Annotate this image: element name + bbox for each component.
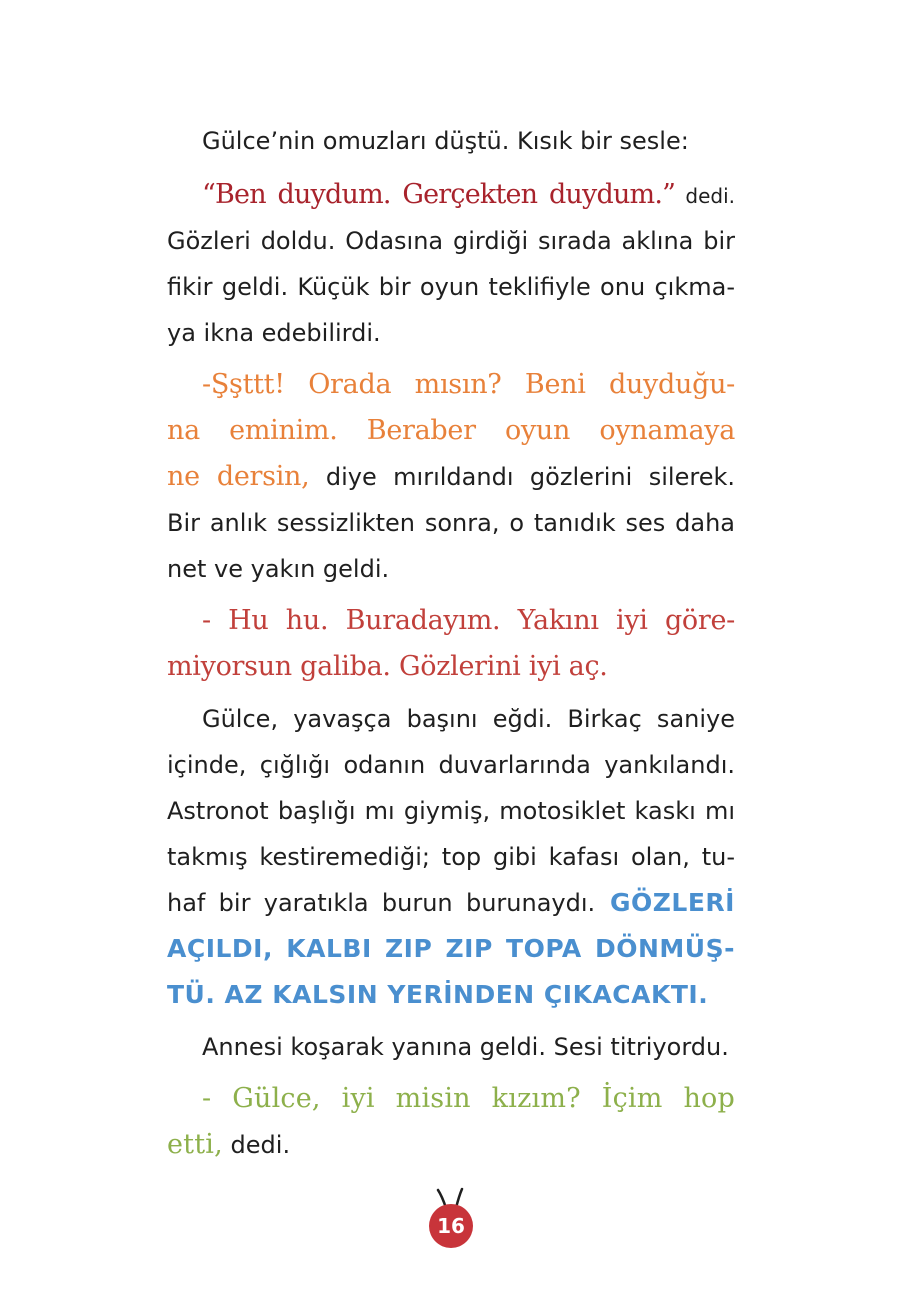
- text-span: Bir anlık sessizlikten sonra, o tanıdık ses daha: [167, 509, 735, 537]
- text-line: [202, 1024, 735, 1070]
- text-line: [167, 742, 735, 788]
- text-line: [202, 598, 735, 644]
- text-span: na eminim. Beraber oyun oynamaya: [167, 415, 735, 446]
- page-number-badge: [426, 1186, 476, 1254]
- text-span: - Gülce, iyi misin kızım? İçim hop: [202, 1083, 735, 1114]
- text-span: ya ikna edebilirdi.: [167, 319, 381, 347]
- text-line: [202, 362, 735, 408]
- text-line: [202, 172, 735, 218]
- text-span: “Ben duydum. Gerçekten duydum.”: [202, 179, 676, 210]
- text-span: Astronot başlığı mı giymiş, motosiklet kaskı mı: [167, 797, 735, 825]
- text-span: Annesi koşarak yanına geldi. Sesi titriyordu.: [202, 1033, 729, 1061]
- text-line: [167, 408, 735, 454]
- text-span: AÇILDI, KALBI ZIP ZIP TOPA DÖNMÜŞ-: [167, 934, 735, 963]
- text-line: [167, 880, 735, 926]
- text-line: [167, 834, 735, 880]
- text-span: Gülce, yavaşça başını eğdi. Birkaç saniye: [202, 705, 735, 733]
- text-span: ne dersin,: [167, 461, 310, 492]
- text-line: [167, 454, 735, 500]
- text-span: -Şşttt! Orada mısın? Beni duyduğu-: [202, 369, 735, 400]
- page-number: 16: [429, 1204, 473, 1248]
- text-span: fikir geldi. Küçük bir oyun teklifiyle onu çıkma-: [167, 273, 735, 301]
- text-line: [167, 972, 735, 1018]
- text-line: [167, 644, 735, 690]
- text-span: takmış kestiremediği; top gibi kafası olan, tu-: [167, 843, 735, 871]
- text-span: etti,: [167, 1129, 223, 1160]
- text-line: [167, 1122, 735, 1168]
- text-span: diye mırıldandı gözlerini silerek.: [309, 463, 735, 491]
- text-line: [167, 926, 735, 972]
- text-span: dedi.: [675, 184, 735, 208]
- text-span: Gözleri doldu. Odasına girdiği sırada aklına bir: [167, 227, 735, 255]
- text-line: [167, 500, 735, 546]
- text-line: [167, 264, 735, 310]
- text-span: Gülce’nin omuzları düştü. Kısık bir sesle:: [202, 127, 689, 155]
- text-span: net ve yakın geldi.: [167, 555, 390, 583]
- text-span: içinde, çığlığı odanın duvarlarında yankılandı.: [167, 751, 735, 779]
- text-span: TÜ. AZ KALSIN YERİNDEN ÇIKACAKTI.: [167, 980, 709, 1009]
- text-span: GÖZLERİ: [595, 888, 735, 917]
- text-line: [167, 310, 735, 356]
- text-span: haf bir yaratıkla burun burunaydı.: [167, 889, 596, 917]
- text-span: miyorsun galiba. Gözlerini iyi aç.: [167, 651, 608, 682]
- text-span: - Hu hu. Buradayım. Yakını iyi göre-: [202, 605, 735, 636]
- text-line: [202, 1076, 735, 1122]
- text-line: [167, 788, 735, 834]
- text-span: dedi.: [222, 1131, 291, 1159]
- text-line: [167, 218, 735, 264]
- text-line: [167, 546, 735, 592]
- text-line: [202, 696, 735, 742]
- text-line: [202, 118, 735, 164]
